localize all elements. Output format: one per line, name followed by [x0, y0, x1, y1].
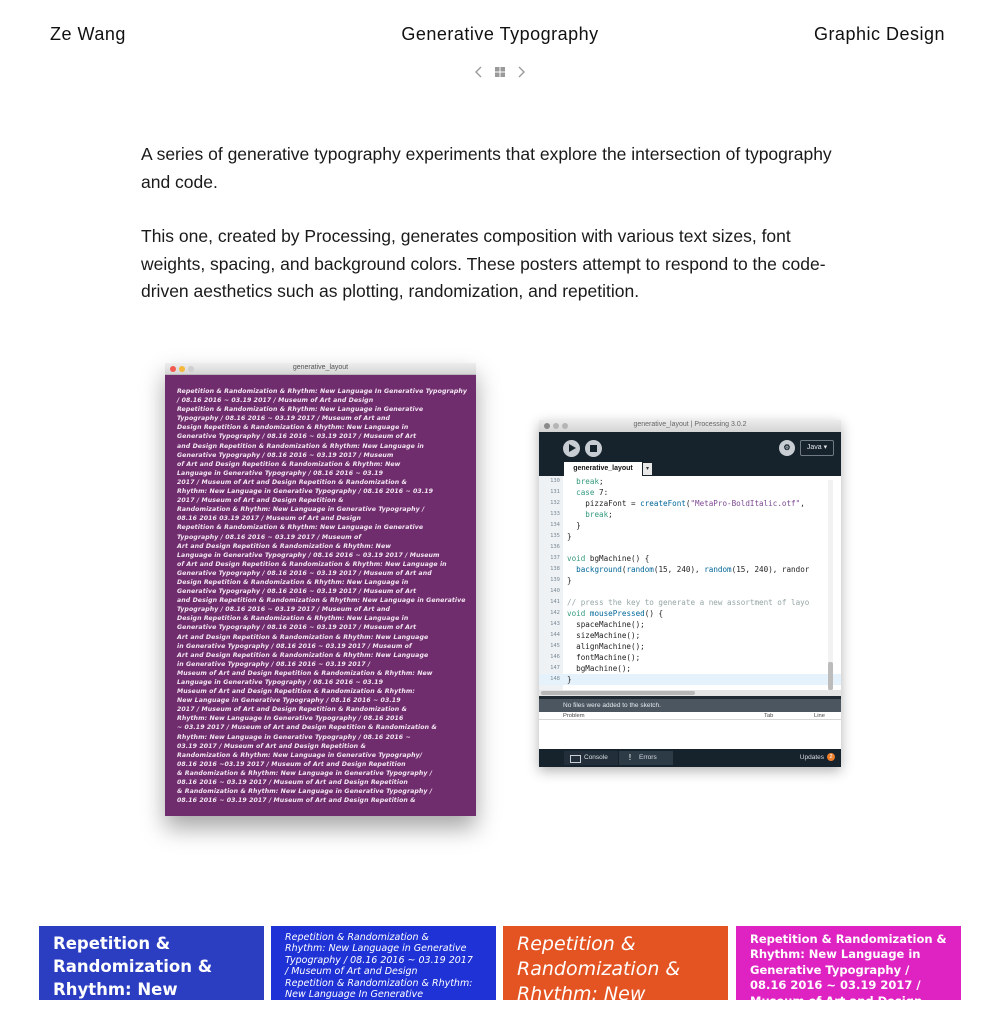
ide-status-message: No files were added to the sketch. [539, 699, 841, 712]
ide-window-title: generative_layout | Processing 3.0.2 [633, 421, 747, 428]
intro-paragraph-2: This one, created by Processing, generates composition with various text sizes, font weights, spacing, and background colors. These posters attempt to respond to the code-driven aesthetics such as plotting, randomization, and repetition. [141, 226, 826, 301]
code-line[interactable] [539, 597, 841, 608]
poster-thumbnail-text-line: 08.16 2016 ~ 03.19 2017 / [750, 978, 921, 993]
poster-thumbnail-text-line: Repetition & [517, 933, 636, 955]
errors-tab[interactable] [619, 751, 673, 765]
poster-text-line: 08.16 2016 03.19 2017 / Museum of Art and Design [177, 515, 362, 523]
updates-link[interactable] [800, 751, 835, 765]
editor-horizontal-scrollbar[interactable] [539, 690, 841, 696]
code-line[interactable] [539, 652, 841, 663]
poster-text-line: Rhythm: New Language in Generative Typography / 08.16 2016 ~ 03.19 [177, 488, 434, 496]
updates-label: Updates [799, 754, 824, 761]
stop-button[interactable] [585, 440, 602, 457]
poster-text-line: Generative Typography / 08.16 2016 ~ 03.19 2017 / Museum of Art [177, 588, 417, 596]
poster-text-line: 2017 / Museum of Art and Design Repetition & [177, 497, 344, 505]
code-line[interactable] [539, 619, 841, 630]
run-button[interactable] [563, 440, 580, 457]
line-number: 148 [550, 676, 560, 682]
column-problem[interactable]: Problem [563, 713, 585, 719]
code-line[interactable] [539, 630, 841, 641]
poster-text-line: Rhythm: New Language in Generative Typography / 08.16 2016 ~ [177, 733, 411, 741]
grid-icon[interactable] [493, 64, 507, 80]
poster-thumbnail-orange[interactable] [503, 926, 728, 1005]
poster-text-line: & Randomization & Rhythm: New Language in Generative Typography / [177, 769, 433, 777]
project-title: Generative Typography [401, 24, 599, 44]
tab-generative-layout[interactable]: generative_layout [564, 462, 642, 476]
poster-thumbnail-text-line: Randomization & [53, 957, 213, 976]
console-tab-label: Console [584, 754, 608, 761]
column-tab[interactable]: Tab [764, 713, 774, 719]
line-number: 147 [550, 665, 560, 671]
poster-text-line: Repetition & Randomization & Rhythm: New Language in Generative [177, 406, 424, 414]
line-number: 146 [550, 654, 560, 660]
line-number: 132 [550, 500, 560, 506]
category-link[interactable]: Graphic Design [813, 24, 945, 44]
poster-text-line: Language in Generative Typography / 08.16 2016 ~ 03.19 [177, 679, 383, 686]
ide-titlebar [539, 420, 841, 432]
chevron-right-icon[interactable] [514, 64, 528, 80]
code-text: void mousePressed() { [567, 609, 664, 618]
poster-thumbnail-text-line: Typography / 08.16 2016 ~ 03.19 2017 [285, 954, 473, 966]
poster-text-line: 2017 / Museum of Art and Design Repetition & Randomization & [177, 706, 408, 714]
code-line[interactable] [539, 608, 841, 619]
code-text: } [567, 521, 581, 530]
line-number: 135 [550, 533, 560, 539]
line-number: 141 [550, 599, 560, 605]
poster-thumbnail-text-line: Repetition & Randomization & [750, 932, 947, 946]
poster-text-line: 2017 / Museum of Art and Design Repetition & Randomization & [177, 478, 408, 486]
poster-text-line: Rhythm: New Language In Generative Typography / 08.16 2016 [177, 715, 404, 723]
poster-text-line: Typography / 08.16 2016 ~ 03.19 2017 / Museum of Art and [177, 415, 391, 423]
code-line[interactable] [539, 520, 841, 531]
code-line[interactable] [539, 498, 841, 509]
poster-text-line: Repetition & Randomization & Rhythm: New Language in Generative [177, 524, 424, 532]
poster-thumbnail-text-line: New Language In Generative [285, 989, 424, 1001]
code-line[interactable] [539, 575, 841, 586]
line-number: 142 [550, 610, 560, 616]
project-nav [472, 63, 528, 81]
poster-text-line: 08.16 2016 ~03.19 2017 / Museum of Art and Design Repetition [177, 760, 406, 768]
line-number: 138 [550, 566, 560, 572]
poster-thumbnail-text-line: Rhythm: New [517, 983, 646, 1005]
line-number: 145 [550, 643, 560, 649]
code-line[interactable] [539, 663, 841, 674]
ide-toolbar [539, 432, 841, 466]
line-number: 131 [550, 489, 560, 495]
line-number: 143 [550, 621, 560, 627]
poster-thumbnail-text-line: Rhythm: New Language in [750, 947, 921, 962]
poster-thumbnail-text-line: / Museum of Art and Design [285, 966, 418, 978]
code-text: pizzaFont = createFont("MetaPro-BoldItalic.otf", [567, 499, 810, 508]
poster-thumbnail-text-line: Repetition & Randomization & Rhythm: [285, 977, 473, 989]
code-text: break; [585, 510, 613, 519]
code-text: } [567, 576, 572, 585]
poster-text-line: of Art and Design Repetition & Randomization & Rhythm: New Language in [177, 560, 447, 568]
poster-text-line: of Art and Design Repetition & Randomization & Rhythm: New [177, 460, 401, 468]
code-line[interactable] [539, 476, 841, 487]
code-text: } [567, 532, 572, 541]
poster-thumbnail-magenta[interactable] [736, 926, 961, 1008]
poster-text-line: and Design Repetition & Randomization & Rhythm: New Language in [177, 442, 424, 450]
line-number: 137 [550, 555, 560, 561]
code-text: alignMachine(); [567, 642, 645, 651]
line-number: 140 [550, 588, 560, 594]
poster-text-line: ~ 03.19 2017 / Museum of Art and Design Repetition & Randomization & [177, 724, 437, 732]
poster-thumbnail-bright-blue[interactable] [271, 926, 496, 1000]
debugger-icon[interactable]: ⚙ [779, 440, 795, 456]
chevron-left-icon[interactable] [472, 64, 486, 80]
code-text: case 7: [576, 488, 609, 497]
updates-badge: 2 [827, 753, 835, 761]
code-text: void bgMachine() { [567, 554, 650, 563]
code-line[interactable] [539, 509, 841, 520]
poster-window-titlebar [165, 363, 476, 375]
poster-text-line: Language in Generative Typography / 08.16 2016 ~ 03.19 2017 / Museum [177, 551, 440, 559]
poster-text-line: 08.16 2016 ~ 03.19 2017 / Museum of Art and Design Repetition [177, 779, 408, 787]
poster-text-line: Language in Generative Typography / 08.16 2016 ~ 03.19 [177, 469, 383, 477]
code-line[interactable] [539, 487, 841, 498]
site-title[interactable]: Ze Wang [50, 24, 126, 44]
line-number: 134 [550, 522, 560, 528]
poster-text-line: & Randomization & Rhythm: New Language in Generative Typography / [177, 788, 433, 796]
code-text: sizeMachine(); [567, 631, 641, 640]
errors-tab-label: Errors [639, 754, 657, 761]
code-editor[interactable] [539, 476, 841, 692]
poster-text-line: Generative Typography / 08.16 2016 ~ 03.19 2017 / Museum of Art [177, 624, 417, 632]
poster-canvas [165, 375, 476, 816]
column-line[interactable]: Line [814, 713, 825, 719]
poster-text-line: Generative Typography / 08.16 2016 ~ 03.19 2017 / Museum of Art and [177, 569, 432, 577]
code-line[interactable] [539, 674, 841, 685]
poster-text-line: and Design Repetition & Randomization & Rhythm: New Language in Generative [177, 597, 466, 605]
code-text: spaceMachine(); [567, 620, 645, 629]
poster-text-line: Art and Design Repetition & Randomization & Rhythm: New Language [177, 651, 429, 659]
mode-select[interactable]: Java ▾ [800, 440, 834, 456]
poster-text-line: in Generative Typography / 08.16 2016 ~ 03.19 2017 / [177, 660, 371, 668]
poster-thumbnail-text-line: Randomization & [517, 958, 681, 980]
code-text: } [567, 675, 572, 684]
poster-text-line: / 08.16 2016 ~ 03.19 2017 / Museum of Art and Design [177, 397, 374, 405]
poster-thumbnail-text-line: Repetition & [53, 934, 171, 953]
errors-panel [539, 712, 841, 749]
code-line[interactable] [539, 564, 841, 575]
code-line[interactable] [539, 542, 841, 553]
code-line[interactable] [539, 553, 841, 564]
poster-thumbnail-blue[interactable] [39, 926, 264, 1000]
code-text: bgMachine(); [567, 664, 632, 673]
intro-paragraph-1: A series of generative typography experiments that explore the intersection of typography and code. [141, 144, 832, 192]
poster-text-line: Art and Design Repetition & Randomization & Rhythm: New [177, 542, 392, 550]
poster-text-line: Typography / 08.16 2016 ~ 03.19 2017 / Museum of Art and [177, 606, 391, 614]
code-line[interactable] [539, 641, 841, 652]
poster-text-line: Generative Typography / 08.16 2016 ~ 03.19 2017 / Museum of Art [177, 433, 417, 441]
code-text: break; [576, 477, 604, 486]
poster-text-line: Typography / 08.16 2016 ~ 03.19 2017 / Museum of [177, 533, 362, 541]
editor-vertical-scrollbar[interactable] [828, 480, 833, 690]
tab-menu-button[interactable]: ▾ [643, 463, 652, 475]
poster-text-line: Randomization & Rhythm: New Language in Generative Typography / [177, 506, 425, 514]
ide-tab-bar [539, 462, 841, 476]
poster-text-line: New Language in Generative Typography / 08.16 2016 ~ 03.19 [177, 697, 401, 705]
poster-text-line: Randomization & Rhythm: New Language in Generative Typography/ [177, 751, 423, 759]
poster-thumbnail-text-line: Museum of Art and Design [750, 993, 923, 1008]
line-number: 136 [550, 544, 560, 550]
poster-text-line: 08.16 2016 ~ 03.19 2017 / Museum of Art and Design Repetition & [177, 797, 416, 805]
poster-text-line: Design Repetition & Randomization & Rhythm: New Language in [177, 578, 409, 586]
line-number: 133 [550, 511, 560, 517]
poster-thumbnail-text-line: Generative Typography / [750, 962, 910, 977]
code-text: fontMachine(); [567, 653, 641, 662]
poster-thumbnail-text-line: Rhythm: New Language in Generative [285, 943, 467, 955]
console-tab[interactable] [564, 751, 618, 765]
poster-text-line: 03.19 2017 / Museum of Art and Design Repetition & [177, 742, 366, 750]
poster-text-line: Generative Typography / 08.16 2016 ~ 03.19 2017 / Museum [177, 451, 394, 459]
poster-window [165, 363, 476, 816]
poster-text-line: Museum of Art and Design Repetition & Randomization & Rhythm: [177, 688, 415, 696]
processing-ide-window [539, 420, 841, 767]
line-number: 139 [550, 577, 560, 583]
errors-table-header [539, 712, 841, 720]
poster-text-line: Design Repetition & Randomization & Rhythm: New Language in [177, 615, 409, 623]
code-line[interactable] [539, 531, 841, 542]
poster-text-line: Art and Design Repetition & Randomization & Rhythm: New Language [177, 633, 429, 641]
code-text: // press the key to generate a new assortment of layo [567, 598, 810, 607]
poster-thumbnail-text-line: Repetition & Randomization & [285, 932, 429, 943]
poster-text-line: Design Repetition & Randomization & Rhythm: New Language in [177, 424, 409, 432]
code-text: background(random(15, 240), random(15, 240), randor [576, 565, 810, 574]
ide-footer [539, 749, 841, 767]
code-line[interactable] [539, 586, 841, 597]
poster-text-line: in Generative Typography / 08.16 2016 ~ 03.19 2017 / Museum of [177, 642, 412, 650]
poster-text-line: Repetition & Randomization & Rhythm: New Language In Generative Typography [177, 388, 468, 395]
line-number: 130 [550, 478, 560, 484]
poster-thumbnail-text-line: Rhythm: New [53, 980, 178, 999]
poster-text-line: Museum of Art and Design Repetition & Randomization & Rhythm: New [177, 669, 433, 677]
poster-window-title: generative_layout [292, 364, 349, 371]
line-number: 144 [550, 632, 560, 638]
